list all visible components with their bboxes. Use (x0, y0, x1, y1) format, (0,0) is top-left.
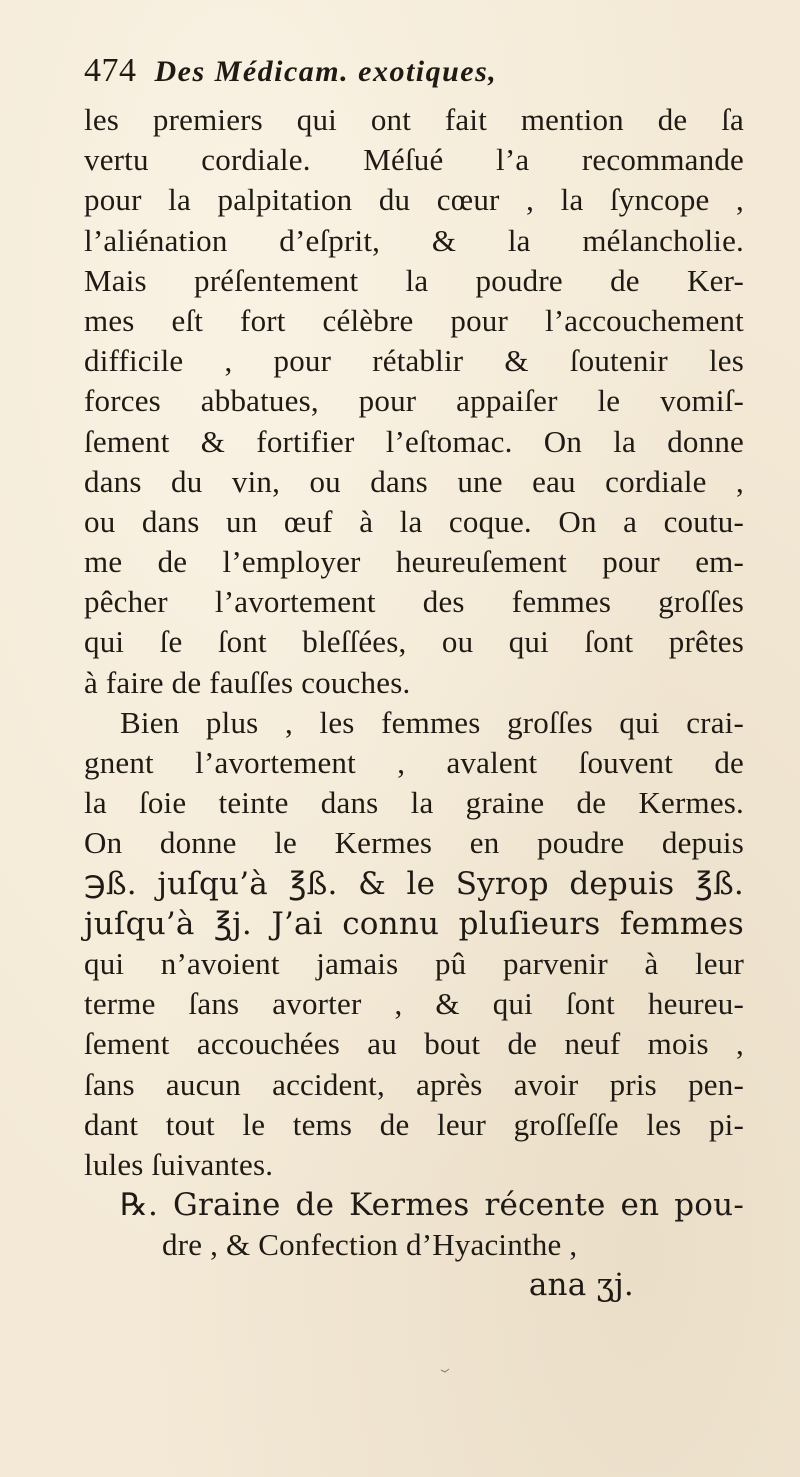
text-line: ſans aucun accident, après avoir pris pen- (84, 1066, 744, 1102)
text-line: pêcher l’avortement des femmes groſſes (84, 584, 744, 620)
recipe-dose-line: ana ʒj. (528, 1267, 634, 1304)
text-line: dant tout le tems de leur groſſeſſe les pi- (84, 1106, 744, 1142)
text-line: forces abbatues, pour appaiſer le vomiſ- (84, 383, 744, 419)
dosage-line: ℈ß. juſqu’à ℥ß. & le Syrop depuis ℥ß. (84, 865, 744, 902)
paragraph-end-line: lules ſuivantes. (84, 1146, 274, 1182)
text-line: ſement accouchées au bout de neuf mois , (84, 1026, 744, 1062)
dosage-line: juſqu’à ℥j. J’ai connu pluſieurs femmes (84, 905, 744, 942)
text-line: mes eſt fort célèbre pour l’accouchement (84, 302, 744, 338)
blemish-mark-icon (440, 1367, 450, 1373)
page-header (84, 52, 744, 102)
text-line: ſement & fortifier l’eſtomac. On la donne (84, 423, 744, 459)
paragraph-start-line: Bien plus , les femmes groſſes qui crai- (120, 704, 744, 740)
body-text (84, 100, 744, 1306)
text-line: l’aliénation d’eſprit, & la mélancholie. (84, 222, 744, 258)
paragraph-end-line: à faire de fauſſes couches. (84, 664, 411, 700)
recipe-line: ℞. Graine de Kermes récente en pou- (120, 1187, 744, 1224)
text-line: pour la palpitation du cœur , la ſyncope , (84, 182, 744, 218)
text-line: me de l’employer heureuſement pour em- (84, 544, 744, 580)
text-line: qui n’avoient jamais pû parvenir à leur (84, 945, 744, 981)
text-line: On donne le Kermes en poudre depuis (84, 825, 744, 861)
paper-blemish (440, 1362, 450, 1368)
text-line: dans du vin, ou dans une eau cordiale , (84, 463, 744, 499)
text-line: les premiers qui ont fait mention de ſa (84, 102, 744, 137)
running-title: Des Médicam. exotiques, (154, 55, 498, 88)
text-line: qui ſe ſont bleſſées, ou qui ſont prêtes (84, 624, 744, 660)
text-line: gnent l’avortement , avalent ſouvent de (84, 745, 744, 780)
recipe-line: dre , & Confection d’Hyacinthe , (162, 1227, 578, 1263)
text-line: la ſoie teinte dans la graine de Kermes. (84, 785, 744, 821)
text-line: terme ſans avorter , & qui ſont heureu- (84, 986, 744, 1022)
page-number: 474 (84, 52, 137, 89)
text-line: Mais préſentement la poudre de Ker- (84, 262, 744, 298)
text-line: difficile , pour rétablir & ſoutenir les (84, 343, 744, 379)
text-line: vertu cordiale. Méſué l’a recommande (84, 142, 744, 178)
text-line: ou dans un œuf à la coque. On a coutu- (84, 503, 744, 539)
